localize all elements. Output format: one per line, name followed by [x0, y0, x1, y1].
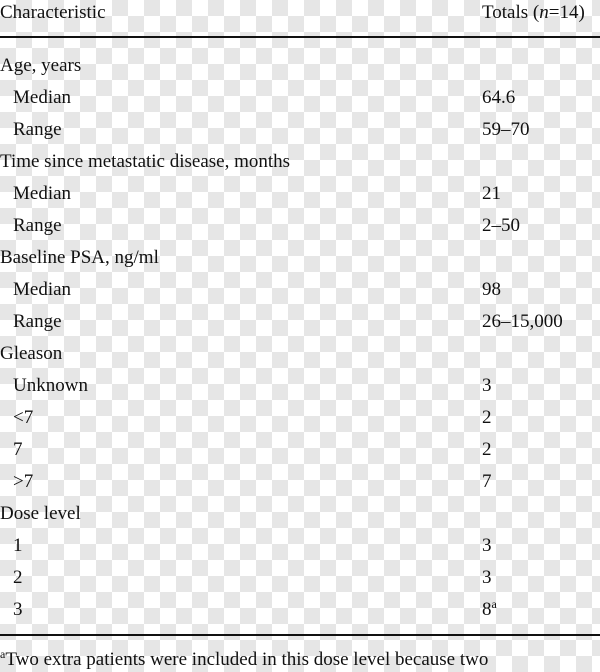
row-value-text: 3: [482, 375, 492, 396]
table-row: [0, 82, 600, 114]
table-group-heading: [0, 338, 600, 370]
row-value: [482, 370, 492, 402]
header-totals-label: Totals (: [482, 2, 540, 23]
group-title: Time since metastatic disease, months: [0, 151, 291, 172]
header-totals: [482, 2, 585, 24]
table-row: [0, 178, 600, 210]
row-value: [482, 562, 492, 594]
row-label: Range: [13, 311, 62, 332]
row-value-text: 2–50: [482, 215, 520, 236]
row-value: [482, 274, 501, 306]
footnote-superscript: a: [491, 597, 497, 611]
row-value-text: 2: [482, 407, 492, 428]
table-group-heading: [0, 242, 600, 274]
row-value: [482, 82, 515, 114]
row-value: [482, 402, 492, 434]
table-row: [0, 370, 600, 402]
row-value: [482, 594, 497, 626]
table-row: [0, 114, 600, 146]
table-footnote: [0, 642, 600, 672]
row-label: Median: [13, 279, 72, 300]
footnote-mark: a: [0, 647, 6, 661]
row-label: Unknown: [13, 375, 88, 396]
table-row: [0, 594, 600, 626]
row-value: [482, 178, 501, 210]
table-row: [0, 466, 600, 498]
row-value-text: 3: [482, 535, 492, 556]
table-group-heading: [0, 146, 600, 178]
table-top-rule: [0, 36, 600, 38]
row-value-text: 3: [482, 567, 492, 588]
row-label: Median: [13, 183, 72, 204]
header-totals-eq: =14): [548, 2, 585, 23]
group-title: Gleason: [0, 343, 63, 364]
row-label: 7: [13, 439, 23, 460]
row-label: 2: [13, 567, 23, 588]
table-row: [0, 434, 600, 466]
row-value: [482, 210, 520, 242]
table-row: [0, 306, 600, 338]
row-value: [482, 530, 492, 562]
row-value: [482, 466, 492, 498]
row-label: Range: [13, 215, 62, 236]
row-label: 3: [13, 599, 23, 620]
table-row: [0, 530, 600, 562]
table-row: [0, 402, 600, 434]
row-label: Range: [13, 119, 62, 140]
row-value-text: 21: [482, 183, 501, 204]
footnote-text: Two extra patients were included in this dose level because two: [5, 649, 489, 670]
row-label: >7: [13, 471, 34, 492]
row-value-text: 59–70: [482, 119, 530, 140]
row-value: [482, 114, 530, 146]
row-value-text: 2: [482, 439, 492, 460]
row-value: [482, 434, 492, 466]
table-group-heading: [0, 498, 600, 530]
group-title: Age, years: [0, 55, 82, 76]
group-title: Baseline PSA, ng/ml: [0, 247, 159, 268]
table-row: [0, 274, 600, 306]
header-totals-n: n: [539, 2, 549, 23]
row-value-text: 26–15,000: [482, 311, 563, 332]
row-value: [482, 306, 563, 338]
table-row: [0, 562, 600, 594]
table-row: [0, 210, 600, 242]
table-header: [0, 0, 600, 30]
row-label: <7: [13, 407, 34, 428]
row-value-text: 7: [482, 471, 492, 492]
row-label: 1: [13, 535, 23, 556]
row-value-text: 64.6: [482, 87, 516, 108]
row-label: Median: [13, 87, 72, 108]
table-bottom-rule: [0, 634, 600, 636]
table-group-heading: [0, 50, 600, 82]
group-title: Dose level: [0, 503, 81, 524]
row-value-text: 98: [482, 279, 501, 300]
row-value-text: 8: [482, 599, 492, 620]
header-characteristic: Characteristic: [0, 2, 106, 23]
table-body: [0, 50, 600, 626]
